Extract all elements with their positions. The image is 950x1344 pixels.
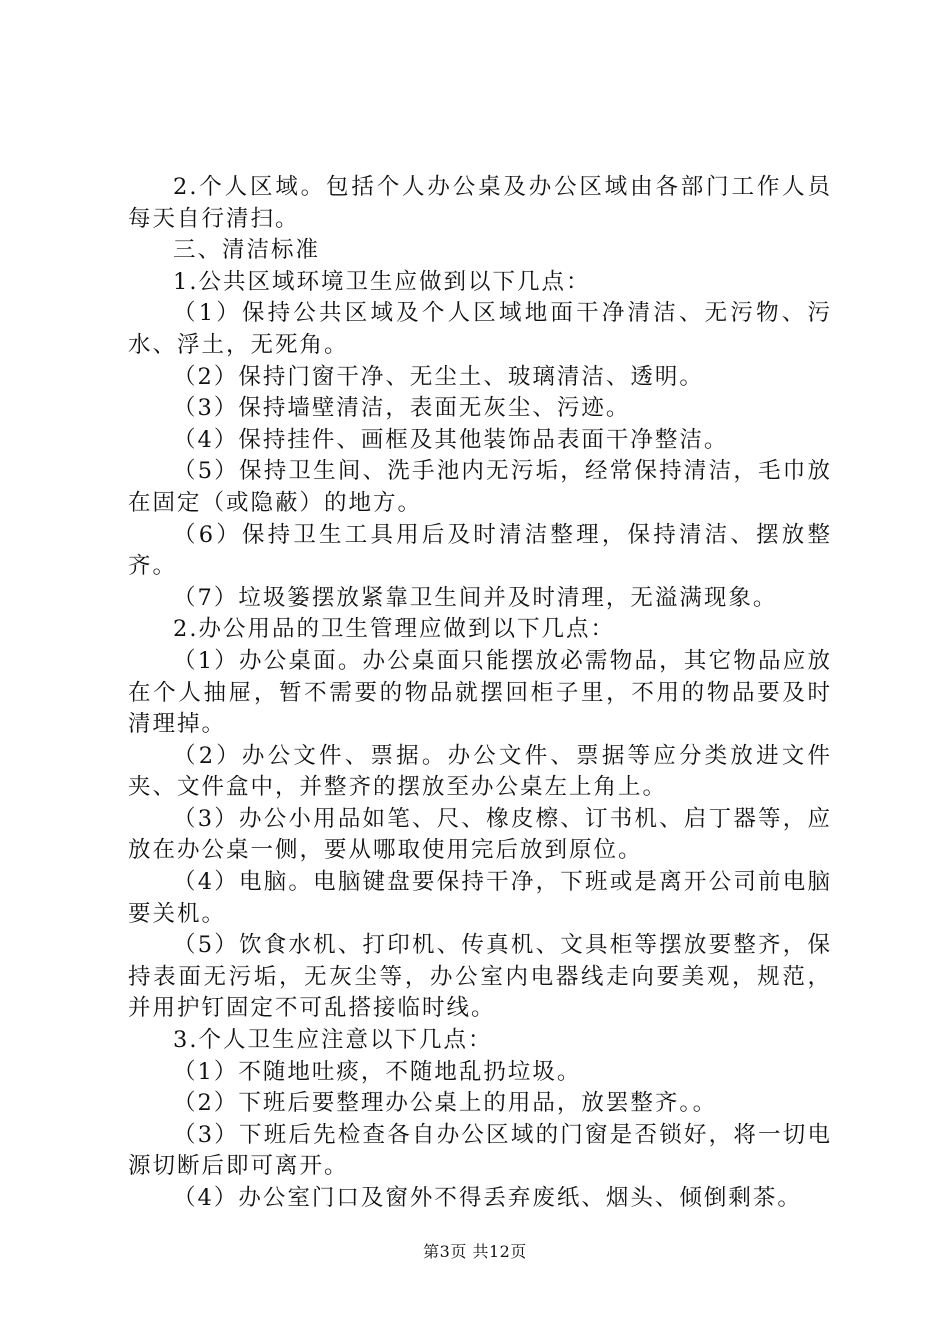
list-item: （7）垃圾篓摆放紧靠卫生间并及时清理，无溢满现象。 [173,584,778,611]
list-item: （4）保持挂件、画框及其他装饰品表面干净整洁。 [173,426,729,453]
subsection-heading: 2.办公用品的卫生管理应做到以下几点： [173,616,615,643]
section-heading: 三、清洁标准 [173,237,321,264]
list-item: （2）办公文件、票据。办公文件、票据等应分类放进文件夹、文件盒中，并整齐的摆放至办公桌左上角上。 [128,742,832,801]
list-item: （1）办公桌面。办公桌面只能摆放必需物品，其它物品应放在个人抽屉，暂不需要的物品就摆回柜子里，不用的物品要及时清理掉。 [128,647,832,738]
list-item: （5）饮食水机、打印机、传真机、文具柜等摆放要整齐，保持表面无污垢，无灰尘等，办公室内电器线走向要美观，规范，并用护钉固定不可乱搭接临时线。 [128,932,832,1022]
list-item: （4）办公室门口及窗外不得丢弃废纸、烟头、倾倒剩茶。 [173,1185,802,1211]
page-number-footer: 第3页 共12页 [423,1242,527,1261]
list-item: （3）保持墙壁清洁，表面无灰尘、污迹。 [173,395,631,422]
list-item: （2）下班后要整理办公桌上的用品，放罢整齐。。 [173,1090,718,1117]
list-item: （1）保持公共区域及个人区域地面干净清洁、无污物、污水、浮土，无死角。 [128,300,832,358]
document-body [128,172,832,1215]
list-item: （6）保持卫生工具用后及时清洁整理，保持清洁、摆放整齐。 [128,521,832,580]
subsection-heading: 1.公共区域环境卫生应做到以下几点： [173,268,591,295]
list-item: （4）电脑。电脑键盘要保持干净，下班或是离开公司前电脑要关机。 [128,869,832,927]
list-item: （2）保持门窗干净、无尘土、玻璃清洁、透明。 [173,363,704,390]
subsection-heading: 3.个人卫生应注意以下几点： [173,1027,493,1054]
list-item: （5）保持卫生间、洗手池内无污垢，经常保持清洁，毛巾放在固定（或隐蔽）的地方。 [128,458,832,516]
paragraph: 2.个人区域。包括个人办公桌及办公区域由各部门工作人员每天自行清扫。 [128,174,832,232]
list-item: （3）下班后先检查各自办公区域的门窗是否锁好，将一切电源切断后即可离开。 [128,1121,832,1180]
list-item: （1）不随地吐痰，不随地乱扔垃圾。 [173,1058,582,1085]
list-item: （3）办公小用品如笔、尺、橡皮檫、订书机、启丁器等，应放在办公桌一侧，要从哪取使用完后放到原位。 [128,805,832,864]
